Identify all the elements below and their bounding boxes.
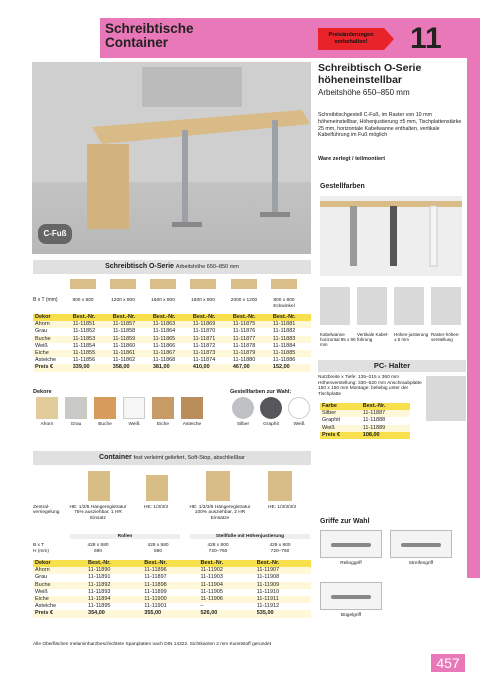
cell: 11-11855 (71, 350, 111, 357)
cell: Eiche (33, 350, 71, 357)
size-5: 2000 x 1200 (230, 298, 258, 303)
cell: 11-11860 (112, 342, 136, 349)
price-row (320, 432, 410, 439)
cell: Preis € (33, 610, 86, 617)
he-label-1: HE: 1/3/6 Hängeregistratur 75% ausziehbar, 1 HR Einsatz (69, 505, 127, 521)
cell: 11-11892 (86, 582, 142, 589)
cell: 535,00 (255, 610, 311, 617)
decor-title: Dekore (33, 389, 52, 395)
cell: 11-11859 (111, 336, 151, 343)
handle-label: Bügelgriff (340, 613, 362, 618)
cell: Weiß (320, 425, 361, 432)
container-image-2 (146, 475, 168, 501)
container-subtitle: fest verleimt geliefert, Soft-Stop, abschließbar (133, 455, 245, 461)
header-cell: Best.-Nr. (271, 314, 311, 321)
desk-section-title: Schreibtisch O-Serie (105, 263, 174, 270)
c-foot-label: C-Fuß (38, 224, 72, 244)
cell: 410,00 (191, 364, 231, 371)
cell: 11-11882 (272, 328, 296, 335)
top-shape-4 (190, 279, 216, 289)
cell: Asteiche (35, 357, 57, 364)
cell: 11-11903 (200, 574, 223, 581)
pc-holder-desc: Nutzbreite x Tiefe: 135–215 x 360 mm Höhenverstellung: 330–520 mm Anschraubplatte 150 x 150 mm Montage: beliebig unter der Tischplatte (318, 375, 422, 397)
cell: 355,00 (142, 610, 198, 617)
top-shape-5 (231, 279, 257, 289)
he-label-4: HE: 1/3/3/3/3 (268, 505, 296, 510)
table-row (33, 343, 311, 350)
desk-section-subtitle: Arbeitshöhe 650–850 mm (175, 264, 239, 270)
cell: Weiß (35, 342, 48, 349)
cell: 11-11899 (144, 588, 167, 595)
header-cell: Best.-Nr. (361, 403, 410, 410)
frame-graphite-swatch (260, 397, 282, 419)
size-4: 1800 x 800 (191, 298, 215, 303)
cable-tray-image (320, 287, 350, 325)
strip-handle-image (390, 530, 452, 558)
cell: 526,00 (199, 610, 255, 617)
table-row (33, 603, 311, 610)
product-subtitle: Arbeitshöhe 650–850 mm (318, 88, 410, 97)
caption-height-adjust: Höhen-justierung ± 5 mm (394, 332, 429, 342)
table-header (320, 403, 410, 410)
cell: 11-11871 (191, 336, 231, 343)
cell: – (200, 603, 204, 610)
cell: 11-11856 (72, 357, 96, 364)
cell: 11-11873 (191, 350, 231, 357)
swatch-eiche (152, 397, 174, 419)
top-shape-1 (70, 279, 96, 289)
top-shape-2 (110, 279, 136, 289)
swatch-weiss (123, 397, 145, 419)
cell: 11-11861 (111, 350, 151, 357)
header-cell: Best.-Nr. (255, 560, 311, 567)
cell: 11-11875 (231, 321, 271, 328)
header-cell: Best.-Nr. (199, 560, 255, 567)
cell: 11-11888 (362, 417, 386, 424)
page-number: 457 (431, 654, 465, 672)
container-title: Container (99, 454, 132, 461)
table-row (320, 417, 410, 424)
cell: 11-11864 (152, 328, 176, 335)
frame-white-swatch (288, 397, 310, 419)
cell: 11-11854 (72, 342, 96, 349)
caption-grid-height: Raster-höhen-verstellung (431, 332, 460, 342)
cell: 11-11884 (272, 342, 296, 349)
group-rollen: Rollen (70, 534, 180, 539)
cell: Graphit (322, 417, 341, 424)
header-cell: Best.-Nr. (231, 314, 271, 321)
header-cell: Farbe (320, 403, 361, 410)
cell: 11-11897 (144, 574, 167, 581)
cell: 11-11866 (152, 342, 176, 349)
cell: 11-11877 (231, 336, 271, 343)
cell: 11-11868 (152, 357, 176, 364)
right-edge-bar (467, 58, 480, 578)
desk-section-header (33, 260, 311, 274)
grid-height-image (431, 287, 461, 325)
product-description: Schreibtischgestell C-Fuß, im Raster von 10 mm höheneinstellbar, Höhenjustierung ±5 mm, Tischplattenstärke 25 mm, horizontale Kabelwanne enthalten, vertikale Kabelführung im Fuß möglich (318, 112, 462, 139)
cell: 11-11891 (88, 574, 111, 581)
rail-handle-image (320, 530, 382, 558)
table-row (320, 410, 410, 417)
vertical-cable-image (357, 287, 387, 325)
table-row (33, 357, 311, 364)
frame-choice-title: Gestellfarben zur Wahl: (230, 389, 292, 395)
table-row (33, 328, 311, 335)
cell: Silber (320, 410, 361, 417)
size-3: 1600 x 800 (151, 298, 175, 303)
container-dim: 428 x 580 (87, 543, 109, 548)
container-table (33, 560, 311, 618)
size-2: 1200 x 800 (111, 298, 135, 303)
cell: 11-11858 (112, 328, 136, 335)
footnote: Alle Oberflächen melaminharzbeschichtete Spanplatten nach DIN 14322. Sichtkanten 2 mm Kunststoff gerundet (33, 642, 272, 647)
frame-colors-title: Gestellfarben (320, 183, 365, 190)
cell: 11-11896 (142, 567, 198, 574)
handle-label: Relinggriff (340, 561, 362, 566)
swatch-buche (94, 397, 116, 419)
header-cell: Best.-Nr. (191, 314, 231, 321)
container-height: 590 (93, 549, 102, 554)
table-row (33, 336, 311, 343)
handle-label: Streifengriff (408, 561, 434, 566)
table-row (320, 425, 410, 432)
header-cell: Dekor (33, 560, 86, 567)
cell: Buche (33, 582, 86, 589)
cell: 11-11904 (199, 582, 255, 589)
cell: Eiche (33, 596, 86, 603)
cell: 11-11865 (151, 336, 191, 343)
cell: 354,00 (86, 610, 142, 617)
top-shape-3 (150, 279, 176, 289)
cell: 11-11886 (272, 357, 296, 364)
size-1: 800 x 800 (72, 298, 94, 303)
table-row (33, 596, 311, 603)
cell: 11-11889 (361, 425, 410, 432)
cell: 11-11895 (88, 603, 111, 610)
pc-holder-title: PC- Halter (318, 360, 466, 372)
cell: 358,00 (111, 364, 151, 371)
cell: 467,00 (231, 364, 271, 371)
he-label-3: HE: 1/3/3/6 Hängeregistratur 100% ausziehbar, 2 HR Einsätze (189, 505, 251, 521)
cell: 11-11912 (256, 603, 280, 610)
swatch-label: Asteiche (182, 422, 202, 427)
cell: Weiß (35, 588, 48, 595)
container-bxt-label: B x T (33, 543, 45, 548)
header-cell: Best.-Nr. (71, 314, 111, 321)
price-row (33, 364, 311, 371)
cell: 11-11907 (255, 567, 311, 574)
frame-label: Silber (236, 422, 250, 427)
container-height: 720–760 (208, 549, 228, 554)
swatch-asteiche (181, 397, 203, 419)
swatch-ahorn (36, 397, 58, 419)
frame-silver-swatch (232, 397, 254, 419)
cell: Preis € (320, 432, 361, 439)
price-row (33, 610, 311, 617)
header-cell: Best.-Nr. (151, 314, 191, 321)
category-title: Schreibtische Container (105, 21, 194, 50)
header-white-block (0, 18, 100, 58)
cell: 11-11878 (232, 342, 256, 349)
header-cell: Best.-Nr. (86, 560, 142, 567)
cell: Asteiche (35, 603, 57, 610)
frame-label: Weiß (293, 422, 305, 427)
cell: 11-11901 (144, 603, 167, 610)
size-6: 800 x 800 Eckwinkel (273, 298, 295, 309)
container-section-header (33, 451, 311, 465)
swatch-label: Grau (70, 422, 82, 427)
swatch-label: Ahorn (40, 422, 54, 427)
cell: 11-11902 (199, 567, 255, 574)
container-image-4 (268, 471, 292, 501)
desk-table (33, 314, 311, 372)
table-header (33, 560, 311, 567)
cell: 381,00 (151, 364, 191, 371)
container-dim: 428 x 800 (207, 543, 229, 548)
table-row (33, 589, 311, 596)
container-dim: 428 x 800 (269, 543, 291, 548)
product-note: Ware zerlegt / teilmontiert (318, 156, 386, 162)
cell: 11-11867 (151, 350, 191, 357)
cell: 11-11863 (151, 321, 191, 328)
cell: 11-11870 (192, 328, 216, 335)
bxt-label: B x T (mm) (33, 297, 58, 303)
container-height: 590 (153, 549, 162, 554)
container-height: 720–760 (270, 549, 290, 554)
cell: 11-11909 (255, 582, 311, 589)
cell: Grau (35, 574, 48, 581)
cell: 11-11883 (271, 336, 311, 343)
pc-holder-table (320, 403, 410, 439)
swatch-label: Weiß (128, 422, 140, 427)
cell: 11-11893 (88, 588, 111, 595)
swatch-label: Buche (98, 422, 112, 427)
cell: 11-11852 (72, 328, 96, 335)
caption-cable-tray: Kabelwanne horizontal 85 x 90 mm (320, 332, 356, 347)
he-label-2: HE: 1/3/3/3 (144, 505, 168, 510)
container-image-1 (88, 471, 110, 501)
cell: 11-11879 (231, 350, 271, 357)
table-row (33, 582, 311, 589)
pc-holder-image (426, 376, 466, 421)
cell: 11-11876 (232, 328, 256, 335)
cell: 11-11851 (71, 321, 111, 328)
cell: 11-11890 (86, 567, 142, 574)
cell: 11-11898 (142, 582, 198, 589)
product-title: Schreibtisch O-Serie höheneinstellbar (318, 62, 422, 86)
cell: 11-11869 (191, 321, 231, 328)
desk-photo (32, 62, 311, 254)
header-cell: Best.-Nr. (142, 560, 198, 567)
cell: 11-11881 (271, 321, 311, 328)
cell: Ahorn (33, 321, 71, 328)
cell: 11-11885 (271, 350, 311, 357)
table-row (33, 567, 311, 574)
container-image-3 (206, 471, 230, 501)
header-cell: Best.-Nr. (111, 314, 151, 321)
table-row (33, 574, 311, 581)
cell: 11-11857 (111, 321, 151, 328)
cell: 11-11874 (192, 357, 216, 364)
top-shape-6 (271, 279, 297, 289)
height-adjust-image (394, 287, 424, 325)
handles-title: Griffe zur Wahl (320, 518, 370, 525)
cell: 339,00 (71, 364, 111, 371)
cell: 11-11853 (71, 336, 111, 343)
cell: 152,00 (271, 364, 311, 371)
cell: Preis € (33, 364, 71, 371)
section-number: 11 (410, 22, 442, 55)
cell: 11-11908 (256, 574, 280, 581)
cell: 11-11887 (361, 410, 410, 417)
header-cell: Dekor (33, 314, 71, 321)
price-change-badge: Preisänderungen vorbehalten! (318, 28, 384, 50)
cell: 11-11900 (142, 596, 198, 603)
table-row (33, 350, 311, 357)
cell: 11-11911 (255, 596, 311, 603)
table-row (33, 321, 311, 328)
frame-label: Graphit (263, 422, 279, 427)
cell: 11-11905 (200, 588, 223, 595)
cell: 108,00 (361, 432, 410, 439)
cell: 11-11906 (199, 596, 255, 603)
container-h-label: H (mm) (33, 549, 49, 554)
cell: 11-11862 (112, 357, 136, 364)
bow-handle-image (320, 582, 382, 610)
cell: Ahorn (33, 567, 86, 574)
cell: Buche (33, 336, 71, 343)
cell: 11-11872 (192, 342, 216, 349)
caption-vertical-cable: Vertikale Kabel-führung (357, 332, 389, 342)
cell: 11-11880 (232, 357, 256, 364)
swatch-label: Eiche (157, 422, 169, 427)
cell: Grau (35, 328, 48, 335)
table-header (33, 314, 311, 321)
desk-illustration (32, 62, 311, 254)
cell: 11-11910 (256, 588, 280, 595)
cell: 11-11894 (86, 596, 142, 603)
swatch-grau (65, 397, 87, 419)
container-dim: 428 x 580 (147, 543, 169, 548)
group-stellfuesse: Stellfüße mit Höhenjustierung (190, 534, 310, 539)
frame-colors-image (320, 196, 462, 276)
central-lock-label: Zentral-verriegelung (33, 505, 60, 516)
badge-arrow-icon (384, 28, 394, 50)
